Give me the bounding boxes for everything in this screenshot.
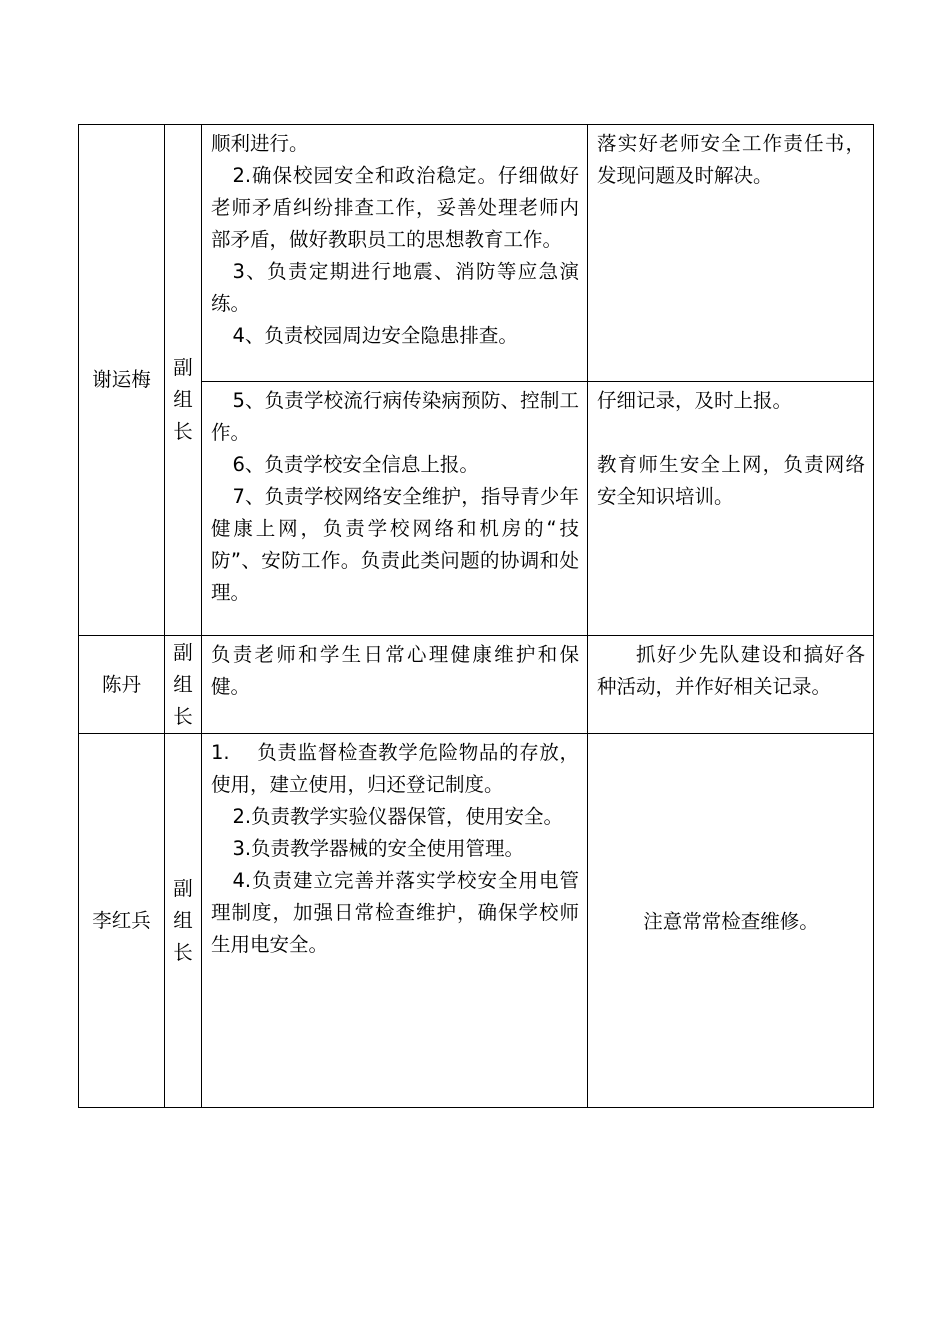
member-name-cell [79, 734, 165, 1108]
duty-text: 3.负责教学器械的安全使用管理。 [232, 837, 525, 860]
duty-text: 6、负责学校安全信息上报。 [232, 453, 479, 476]
duty-text: 顺利进行。 [211, 132, 309, 155]
table-row [79, 636, 874, 734]
member-name: 谢运梅 [92, 368, 151, 391]
duty-text: 2.确保校园安全和政治稳定。仔细做好老师矛盾纠纷排查工作，妥善处理老师内部矛盾，做好教职员工的思想教育工作。 [211, 164, 579, 251]
member-name-cell [79, 636, 165, 734]
note-text: 抓好少先队建设和搞好各种活动，并作好相关记录。 [597, 643, 865, 698]
duty-text: 4.负责建立完善并落实学校安全用电管理制度，加强日常检查维护，确保学校师生用电安全。 [211, 869, 579, 956]
duty-cell [202, 382, 588, 636]
member-name-cell [79, 125, 165, 636]
duty-text: 4、负责校园周边安全隐患排查。 [232, 324, 518, 347]
member-role-cell [165, 125, 202, 636]
member-role-cell [165, 734, 202, 1108]
member-name: 陈丹 [101, 672, 141, 696]
duty-text: 3、负责定期进行地震、消防等应急演练。 [211, 260, 579, 315]
duty-text: 7、负责学校网络安全维护，指导青少年健康上网，负责学校网络和机房的“技防”、安防工作。负责此类问题的协调和处理。 [211, 485, 579, 604]
duty-table [78, 124, 874, 1108]
note-cell [588, 636, 874, 734]
duty-text: 1. 负责监督检查教学危险物品的存放，使用，建立使用，归还登记制度。 [211, 741, 579, 796]
duty-cell [202, 636, 588, 734]
table-row [79, 734, 874, 1108]
note-cell [588, 734, 874, 1108]
duty-cell [202, 734, 588, 1108]
member-role: 副组长 [173, 640, 193, 728]
duty-text: 负责老师和学生日常心理健康维护和保健。 [211, 643, 579, 698]
member-role: 副组长 [173, 876, 193, 964]
note-cell [588, 125, 874, 382]
duty-text: 2.负责教学实验仪器保管，使用安全。 [232, 805, 564, 828]
note-cell [588, 382, 874, 636]
note-text: 注意常常检查维修。 [643, 910, 819, 933]
note-text: 仔细记录，及时上报。 [597, 389, 793, 412]
member-role: 副组长 [173, 356, 193, 443]
member-name: 李红兵 [92, 908, 151, 932]
duty-cell [202, 125, 588, 382]
duty-text: 5、负责学校流行病传染病预防、控制工作。 [211, 389, 579, 444]
table-row [79, 125, 874, 382]
note-text: 教育师生安全上网，负责网络安全知识培训。 [597, 453, 865, 508]
note-text: 落实好老师安全工作责任书，发现问题及时解决。 [597, 132, 865, 187]
member-role-cell [165, 636, 202, 734]
